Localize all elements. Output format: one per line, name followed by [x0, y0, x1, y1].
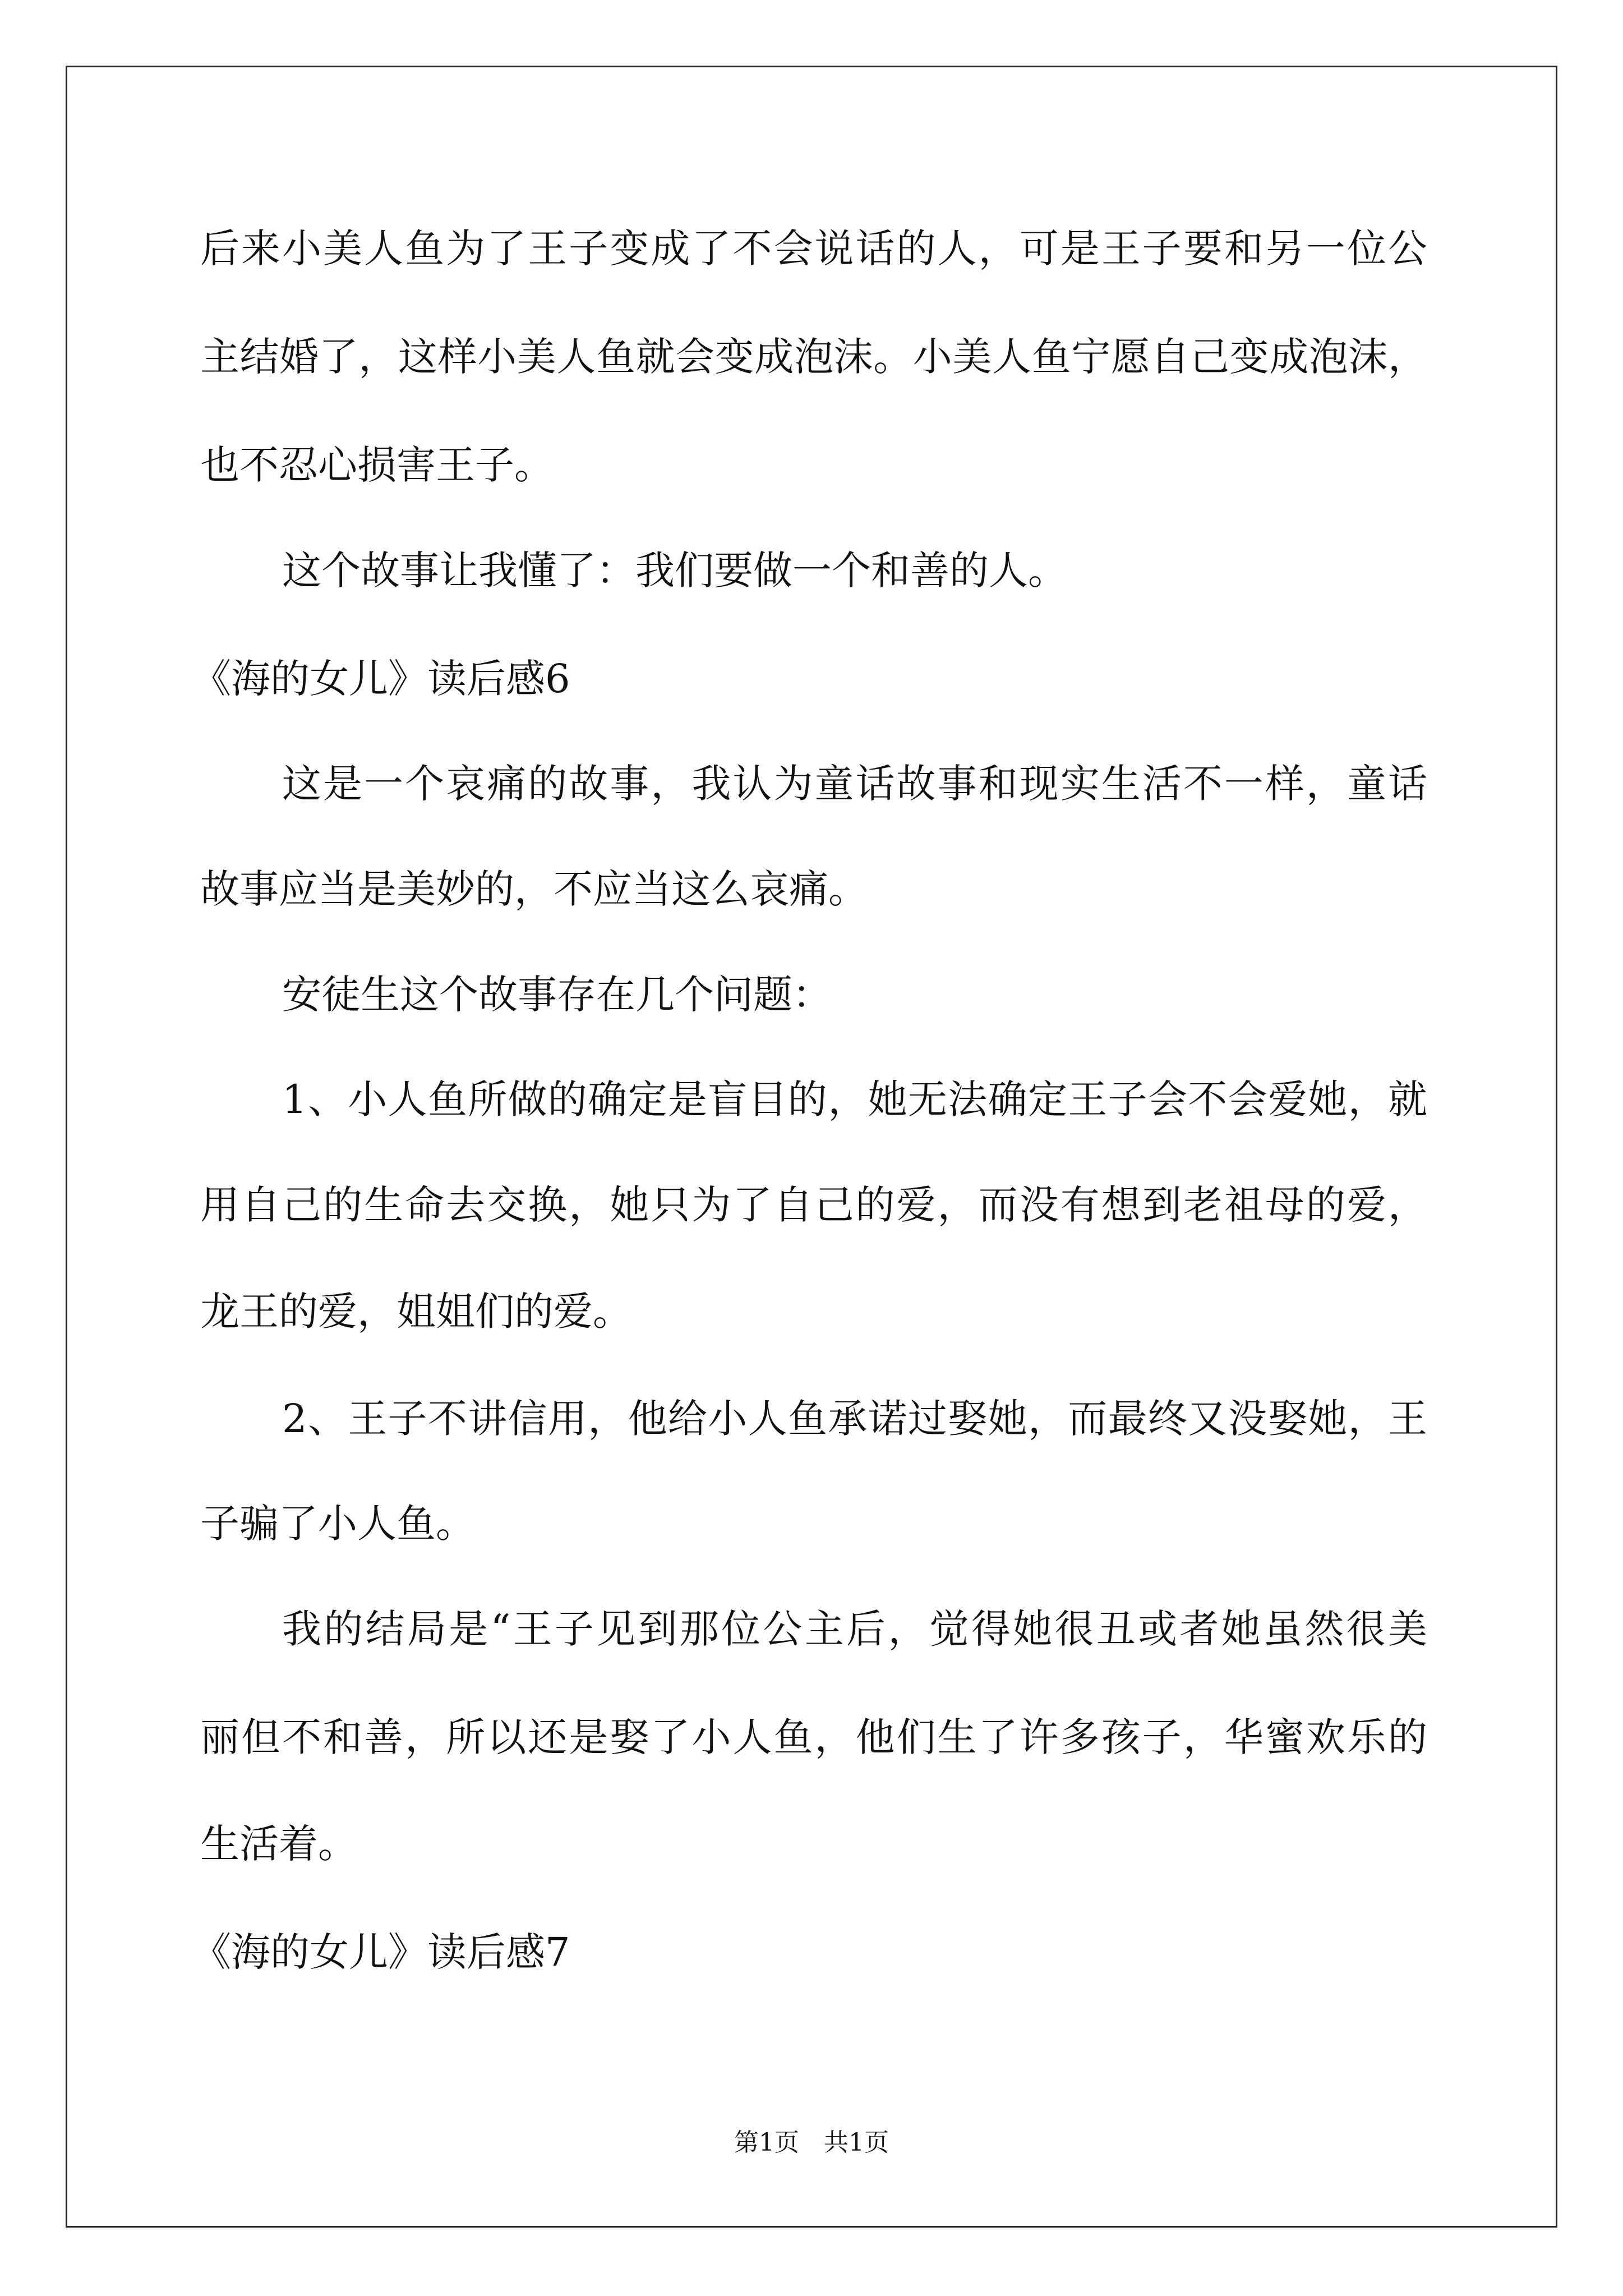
body-line: 也不忍心损害王子。: [200, 442, 554, 488]
page-number: 第1页: [734, 2128, 799, 2157]
list-item-line: 2、王子不讲信用，他给小人鱼承诺过娶她，而最终又没娶她，王: [282, 1396, 1427, 1442]
list-item-line: 子骗了小人鱼。: [200, 1501, 475, 1547]
body-line: 主结婚了，这样小美人鱼就会变成泡沫。小美人鱼宁愿自己变成泡沫，: [200, 334, 1427, 380]
total-pages: 共1页: [824, 2128, 889, 2157]
paragraph-first-line: 这是一个哀痛的故事，我认为童话故事和现实生活不一样，童话: [282, 761, 1427, 807]
page-border: [66, 66, 1557, 2228]
list-item-line: 用自己的生命去交换，她只为了自己的爱，而没有想到老祖母的爱，: [200, 1182, 1427, 1228]
list-item-line: 龙王的爱，姐姐们的爱。: [200, 1289, 632, 1335]
paragraph-first-line: 我的结局是“王子见到那位公主后，觉得她很丑或者她虽然很美: [282, 1606, 1427, 1652]
body-line: 故事应当是美妙的，不应当这么哀痛。: [200, 866, 868, 912]
section-heading: 《海的女儿》读后感6: [192, 656, 570, 702]
body-line: 丽但不和善，所以还是娶了小人鱼，他们生了许多孩子，华蜜欢乐的: [200, 1714, 1427, 1760]
paragraph-first-line: 安徒生这个故事存在几个问题：: [282, 972, 832, 1018]
paragraph-first-line: 这个故事让我懂了：我们要做一个和善的人。: [282, 547, 1067, 593]
body-line: 后来小美人鱼为了王子变成了不会说话的人，可是王子要和另一位公: [200, 226, 1427, 272]
section-heading: 《海的女儿》读后感7: [192, 1929, 570, 1975]
page-footer: [0, 2126, 1623, 2160]
body-line: 生活着。: [200, 1821, 357, 1867]
list-item-line: 1、小人鱼所做的确定是盲目的，她无法确定王子会不会爱她，就: [282, 1076, 1427, 1122]
